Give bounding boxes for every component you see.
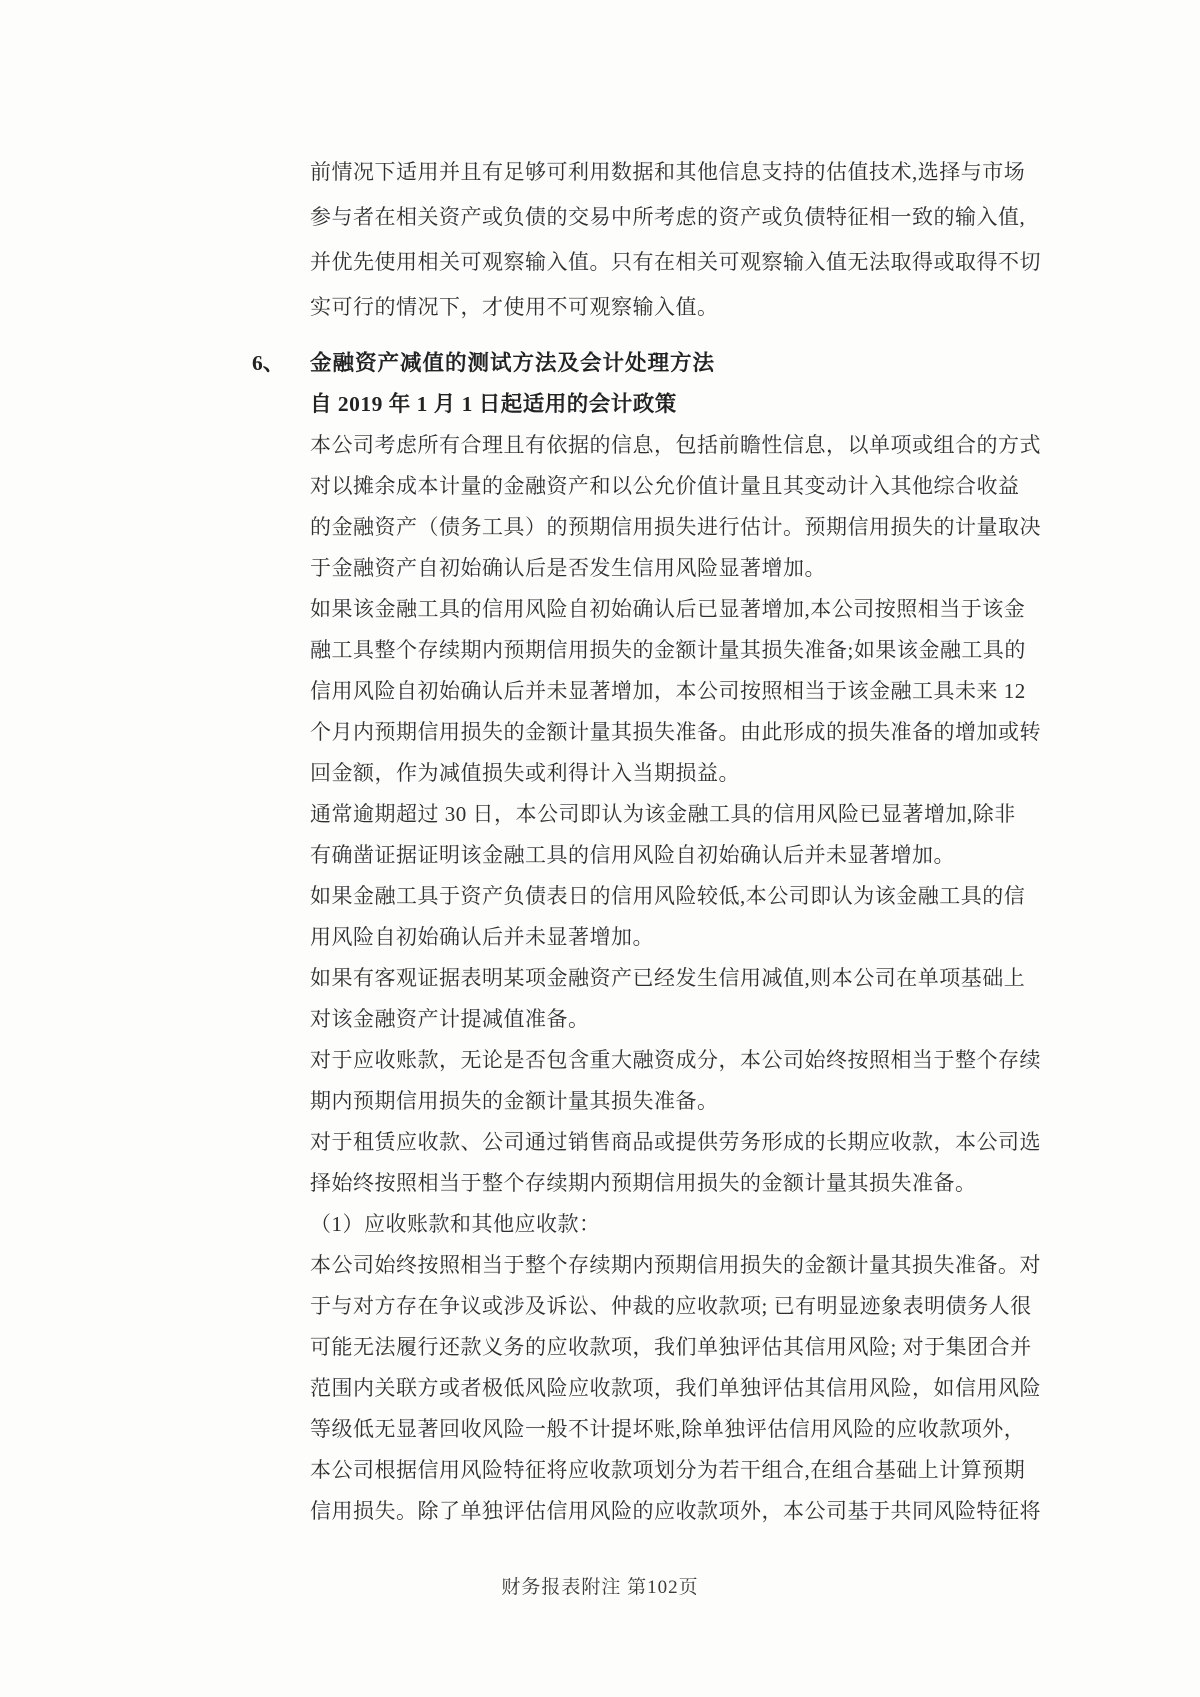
text-line: 前情况下适用并且有足够可利用数据和其他信息支持的估值技术,选择与市场 — [310, 160, 1026, 184]
policy-subheading: 自 2019 年 1 月 1 日起适用的会计政策 — [310, 392, 677, 416]
section-heading — [252, 343, 1022, 384]
text-line: 对于租赁应收款、公司通过销售商品或提供劳务形成的长期应收款，本公司选 — [310, 1130, 1041, 1154]
text-line: 如果金融工具于资产负债表日的信用风险较低,本公司即认为该金融工具的信 — [310, 884, 1026, 908]
text-line: 择始终按照相当于整个存续期内预期信用损失的金额计量其损失准备。 — [310, 1171, 977, 1195]
text-line: 如果有客观证据表明某项金融资产已经发生信用减值,则本公司在单项基础上 — [310, 966, 1026, 990]
text-line: 通常逾期超过 30 日，本公司即认为该金融工具的信用风险已显著增加,除非 — [310, 802, 1016, 826]
body-paragraph-7 — [310, 1122, 1041, 1204]
text-line: 对该金融资产计提减值准备。 — [310, 1007, 590, 1031]
body-paragraph-2 — [310, 589, 1041, 794]
body-paragraph-6 — [310, 1040, 1041, 1122]
text-line: （1）应收账款和其他应收款： — [310, 1212, 601, 1236]
text-line: 的金融资产（债务工具）的预期信用损失进行估计。预期信用损失的计量取决 — [310, 515, 1041, 539]
text-line: 对于应收账款，无论是否包含重大融资成分，本公司始终按照相当于整个存续 — [310, 1048, 1041, 1072]
text-line: 期内预期信用损失的金额计量其损失准备。 — [310, 1089, 719, 1113]
text-line: 本公司始终按照相当于整个存续期内预期信用损失的金额计量其损失准备。对 — [310, 1253, 1041, 1277]
body-paragraph-4 — [310, 876, 1026, 958]
text-line: 参与者在相关资产或负债的交易中所考虑的资产或负债特征相一致的输入值, — [310, 205, 1026, 229]
text-line: 用风险自初始确认后并未显著增加。 — [310, 925, 654, 949]
text-line: 范围内关联方或者极低风险应收款项，我们单独评估其信用风险，如信用风险 — [310, 1376, 1041, 1400]
text-line: 回金额，作为减值损失或利得计入当期损益。 — [310, 761, 740, 785]
page-footer: 财务报表附注 第102页 — [501, 1577, 699, 1598]
text-line: 信用损失。除了单独评估信用风险的应收款项外，本公司基于共同风险特征将 — [310, 1499, 1041, 1523]
body-paragraph-8-subitem — [310, 1204, 1022, 1245]
text-line: 等级低无显著回收风险一般不计提坏账,除单独评估信用风险的应收款项外， — [310, 1417, 1026, 1441]
intro-paragraph — [310, 150, 1041, 330]
text-line: 有确凿证据证明该金融工具的信用风险自初始确认后并未显著增加。 — [310, 843, 955, 867]
body-paragraph-9 — [310, 1245, 1041, 1532]
text-line: 于与对方存在争议或涉及诉讼、仲裁的应收款项; 已有明显迹象表明债务人很 — [310, 1294, 1032, 1318]
body-paragraph-5 — [310, 958, 1026, 1040]
text-line: 个月内预期信用损失的金额计量其损失准备。由此形成的损失准备的增加或转 — [310, 720, 1041, 744]
text-line: 本公司考虑所有合理且有依据的信息，包括前瞻性信息，以单项或组合的方式 — [310, 433, 1041, 457]
body-paragraph-3 — [310, 794, 1022, 876]
section-title: 金融资产减值的测试方法及会计处理方法 — [310, 351, 716, 375]
section-number: 6、 — [252, 351, 285, 375]
text-line: 并优先使用相关可观察输入值。只有在相关可观察输入值无法取得或取得不切 — [310, 250, 1041, 274]
text-line: 对以摊余成本计量的金融资产和以公允价值计量且其变动计入其他综合收益 — [310, 474, 1020, 498]
text-line: 本公司根据信用风险特征将应收款项划分为若干组合,在组合基础上计算预期 — [310, 1458, 1026, 1482]
page-content — [252, 150, 1041, 1532]
text-line: 如果该金融工具的信用风险自初始确认后已显著增加,本公司按照相当于该金 — [310, 597, 1026, 621]
text-line: 实可行的情况下，才使用不可观察输入值。 — [310, 295, 719, 319]
body-paragraph-1 — [310, 425, 1041, 589]
text-line: 信用风险自初始确认后并未显著增加，本公司按照相当于该金融工具未来 12 — [310, 679, 1026, 703]
text-line: 融工具整个存续期内预期信用损失的金额计量其损失准备;如果该金融工具的 — [310, 638, 1026, 662]
text-line: 可能无法履行还款义务的应收款项，我们单独评估其信用风险; 对于集团合并 — [310, 1335, 1032, 1359]
text-line: 于金融资产自初始确认后是否发生信用风险显著增加。 — [310, 556, 826, 580]
